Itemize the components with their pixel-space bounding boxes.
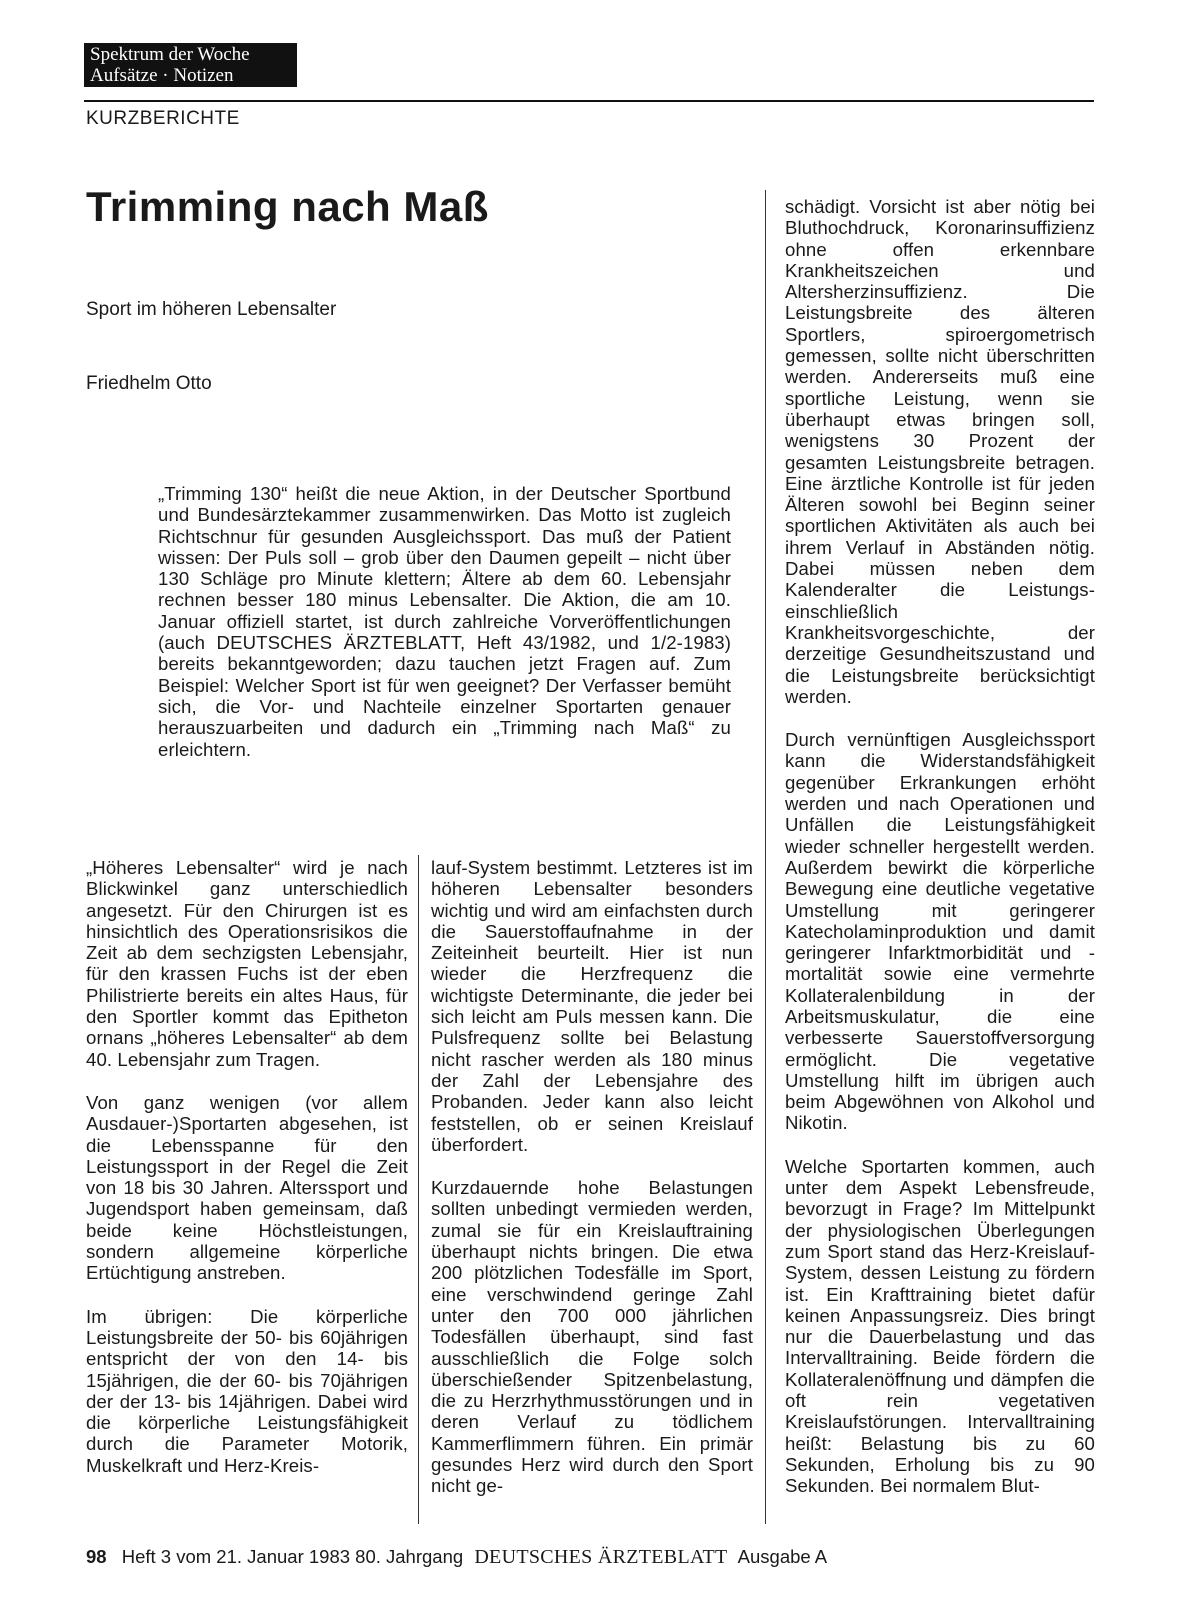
section-header-line1: Spektrum der Woche — [90, 44, 250, 65]
page-number: 98 — [86, 1546, 107, 1567]
column-3 — [785, 196, 1095, 1519]
header-divider — [84, 100, 1094, 102]
body-paragraph: schädigt. Vorsicht ist aber nötig bei Bluthochdruck, Koronarinsuffizienz ohne offen erkennbare Krankheitszeichen und Altersherzinsuffizienz. Die Leistungsbreite des älteren Sportlers, spiroergometrisch gemessen, sollte nicht überschritten werden. Andererseits muß eine sportliche Leistung, wenn sie überhaupt etwas bringen soll, wenigstens 30 Prozent der gesamten Leistungsbreite betragen. Eine ärztliche Kontrolle ist für jeden Älteren sowohl bei Beginn seiner sportlichen Aktivitäten als auch bei ihrem Verlauf in Abständen nötig. Dabei müssen neben dem Kalenderalter die Leistungs- einschließlich Krankheitsvorgeschichte, der derzeitige Gesundheitszustand und die Leistungsbreite berücksichtigt werden. — [785, 196, 1095, 707]
section-label: KURZBERICHTE — [86, 108, 240, 129]
column-2 — [431, 857, 753, 1519]
body-paragraph: Von ganz wenigen (vor allem Ausdauer-)Sportarten abgesehen, ist die Lebensspanne für den Leistungssport in der Regel die Zeit von 18 bis 30 Jahren. Alterssport und Jugendsport haben gemeinsam, daß beide keine Höchstleistungen, sondern allgemeine körperliche Ertüchtigung anstreben. — [86, 1091, 408, 1284]
body-paragraph: „Höheres Lebensalter“ wird je nach Blickwinkel ganz unterschiedlich angesetzt. Für den Chirurgen ist es hinsichtlich des Operationsrisikos die Zeit ab dem sechzigsten Lebensjahr, für den krassen Fuchs ist der eben Philistrierte bereits ein altes Haus, für den Sportler kommt das Epitheton ornans „höheres Lebensalter“ ab dem 40. Lebensjahr zum Tragen. — [86, 857, 408, 1070]
article-title: Trimming nach Maß — [86, 183, 489, 230]
body-paragraph: Welche Sportarten kommen, auch unter dem Aspekt Lebensfreude, bevorzugt in Frage? Im Mittelpunkt der physiologischen Überlegungen zum Sport stand das Herz-Kreislauf-System, dessen Leistung zu fördern ist. Ein Krafttraining bietet dafür keinen Anpassungsreiz. Dies bringt nur die Dauerbelastung und das Intervalltraining. Beide fördern die Kollateralenöffnung und dämpfen die oft rein vegetativen Kreislaufstörungen. Intervalltraining heißt: Belastung bis zu 60 Sekunden, Erholung bis zu 90 Sekunden. Bei normalem Blut- — [785, 1155, 1095, 1497]
article-subtitle: Sport im höheren Lebensalter — [86, 299, 337, 320]
section-header-line2: Aufsätze · Notizen — [90, 65, 234, 86]
column-divider — [418, 855, 419, 1524]
body-paragraph: Im übrigen: Die körperliche Leistungsbreite der 50- bis 60jährigen entspricht der von den 14- bis 15jährigen, die der 60- bis 70jährigen der der 13- bis 14jährigen. Dabei wird die körperliche Leistungsfähigkeit durch die Parameter Motorik, Muskelkraft und Herz-Kreis- — [86, 1305, 408, 1476]
body-paragraph: lauf-System bestimmt. Letzteres ist im höheren Lebensalter besonders wichtig und wird am einfachsten durch die Sauerstoffaufnahme in der Zeiteinheit beurteilt. Hier ist nun wieder die Herzfrequenz die wichtigste Determinante, die jeder bei sich leicht am Puls messen kann. Die Pulsfrequenz sollte bei Belastung nicht rascher werden als 180 minus der Zahl der Lebensjahre des Probanden. Jeder kann also leicht feststellen, ob er seinen Kreislauf überfordert. — [431, 857, 753, 1155]
lead-paragraph: „Trimming 130“ heißt die neue Aktion, in der Deutscher Sportbund und Bundesärztekammer zusammenwirken. Das Motto ist zugleich Richtschnur für gesunden Ausgleichssport. Das muß der Patient wissen: Der Puls soll – grob über den Daumen gepeilt – nicht über 130 Schläge pro Minute klettern; Ältere ab dem 60. Lebensjahr rechnen besser 180 minus Lebensalter. Die Aktion, die am 10. Januar offiziell startet, ist durch zahlreiche Vorveröffentlichungen (auch DEUTSCHES ÄRZTEBLATT, Heft 43/1982, und 1/2-1983) bereits bekanntgeworden; dazu tauchen jetzt Fragen auf. Zum Beispiel: Welcher Sport ist für wen geeignet? Der Verfasser bemüht sich, die Vor- und Nachteile einzelner Sportarten genauer herauszuarbeiten und dadurch ein „Trimming nach Maß“ zu erleichtern. — [158, 483, 731, 760]
column-1 — [86, 857, 408, 1498]
section-header-box — [84, 43, 297, 87]
page-footer — [86, 1546, 827, 1569]
body-paragraph: Durch vernünftigen Ausgleichssport kann die Widerstandsfähigkeit gegenüber Erkrankungen erhöht werden und nach Operationen und Unfällen die Leistungsfähigkeit wieder schneller hergestellt werden. Außerdem bewirkt die körperliche Bewegung eine deutliche vegetative Umstellung mit geringerer Katecholaminproduktion und damit geringerer Infarktmorbidität und -mortalität sowie eine vermehrte Kollateralenbildung in der Arbeitsmuskulatur, die eine verbesserte Sauerstoffversorgung ermöglicht. Die vegetative Umstellung hilft im übrigen auch beim Abgewöhnen von Alkohol und Nikotin. — [785, 729, 1095, 1134]
column-divider — [765, 190, 766, 1524]
issue-info: Heft 3 vom 21. Januar 1983 80. Jahrgang — [121, 1546, 464, 1567]
body-paragraph: Kurzdauernde hohe Belastungen sollten unbedingt vermieden werden, zumal sie für ein Kreislauftraining überhaupt nichts bringen. Die etwa 200 plötzlichen Todesfälle im Sport, eine verschwindend geringe Zahl unter den 700 000 jährlichen Todesfällen überhaupt, sind fast ausschließlich die Folge solch überschießender Spitzenbelastung, die zu Herzrhythmusstörungen und in deren Verlauf zu tödlichem Kammerflimmern führen. Ein primär gesundes Herz wird durch den Sport nicht ge- — [431, 1177, 753, 1497]
edition-label: Ausgabe A — [737, 1546, 828, 1567]
journal-name: DEUTSCHES ÄRZTEBLATT — [474, 1546, 728, 1568]
article-author: Friedhelm Otto — [86, 373, 212, 394]
